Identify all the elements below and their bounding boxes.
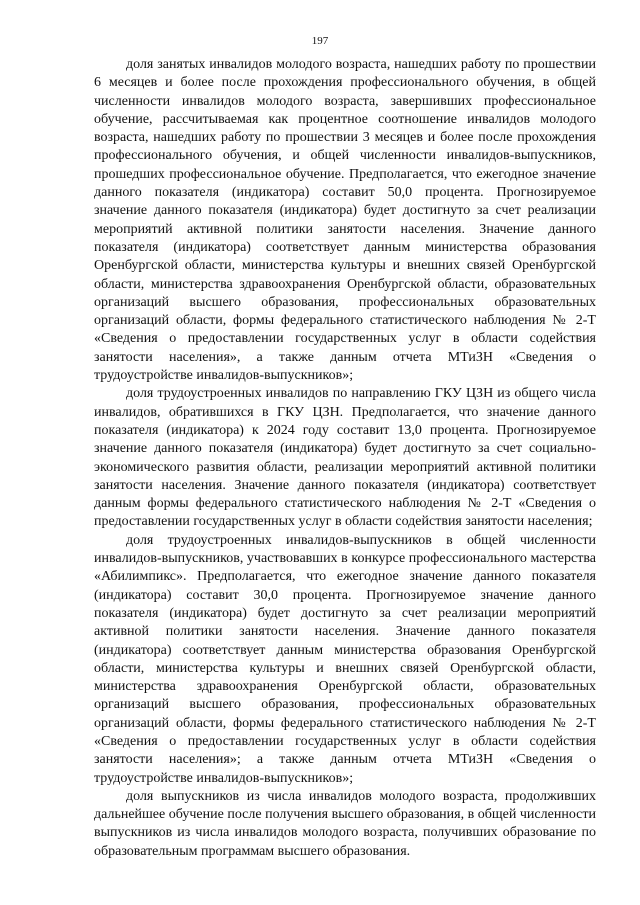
page-number: 197 [311,35,329,47]
paragraph-abilympics-graduates-share: доля трудоустроенных инвалидов-выпускников в общей численности инвалидов-выпускников, участвовавших в конкурсе профессионального мастерства «Абилимпикс». Предполагается, что ежегодное значение данного показателя (индикатора) составит 30,0 процента. Прогнозируемое значение данного показателя (индикатора) будет достигнуто за счет реализации мероприятий активной политики занятости населения. Значение данного показателя (индикатора) соответствует данным министерства образования Оренбургской области, министерства культуры и внешних связей Оренбургской области, министерства здравоохранения Оренбургской области, образовательных организаций высшего образования, профессиональных образовательных организаций области, формы федерального статистического наблюдения № 2-Т «Сведения о предоставлении государственных услуг в области содействия занятости населения»; а также данным отчета МТиЗН «Сведения о трудоустройстве инвалидов-выпускников»; [94,532,596,786]
paragraph-employed-young-disabled-share: доля занятых инвалидов молодого возраста, нашедших работу по прошествии 6 месяцев и более после прохождения профессионального обучения, в общей численности инвалидов молодого возраста, завершивших профессиональное обучение, рассчитываемая как процентное соотношение инвалидов молодого возраста, нашедших работу по прошествии 3 месяцев и более после прохождения профессионального обучения, и общей численности инвалидов-выпускников, прошедших профессиональное обучение. Предполагается, что ежегодное значение данного показателя (индикатора) составит 50,0 процента. Прогнозируемое значение данного показателя (индикатора) будет достигнуто за счет реализации мероприятий активной политики занятости населения. Значение данного показателя (индикатора) соответствует данным министерства образования Оренбургской области, министерства культуры и внешних связей Оренбургской области, министерства здравоохранения Оренбургской области, образовательных организаций высшего образования, профессиональных образовательных организаций области, формы федерального статистического наблюдения № 2-Т «Сведения о предоставлении государственных услуг в области содействия занятости населения», а также данным отчета МТиЗН «Сведения о трудоустройстве инвалидов-выпускников»; [94,57,596,384]
paragraph-continued-education-share: доля выпускников из числа инвалидов молодого возраста, продолживших дальнейшее обучение после получения высшего образования, в общей численности выпускников из числа инвалидов молодого возраста, получивших образование по образовательным программам высшего образования. [94,788,596,859]
paragraph-employed-via-gku-czn-share: доля трудоустроенных инвалидов по направлению ГКУ ЦЗН из общего числа инвалидов, обратившихся в ГКУ ЦЗН. Предполагается, что значение данного показателя (индикатора) к 2024 году составит 13,0 процента. Прогнозируемое значение данного показателя (индикатора) будет достигнуто за счет социально-экономического развития области, реализации мероприятий активной политики занятости населения. Значение данного показателя (индикатора) соответствует данным формы федерального статистического наблюдения № 2-Т «Сведения о предоставлении государственных услуг в области содействия занятости населения; [94,386,596,530]
body-text [94,56,596,861]
